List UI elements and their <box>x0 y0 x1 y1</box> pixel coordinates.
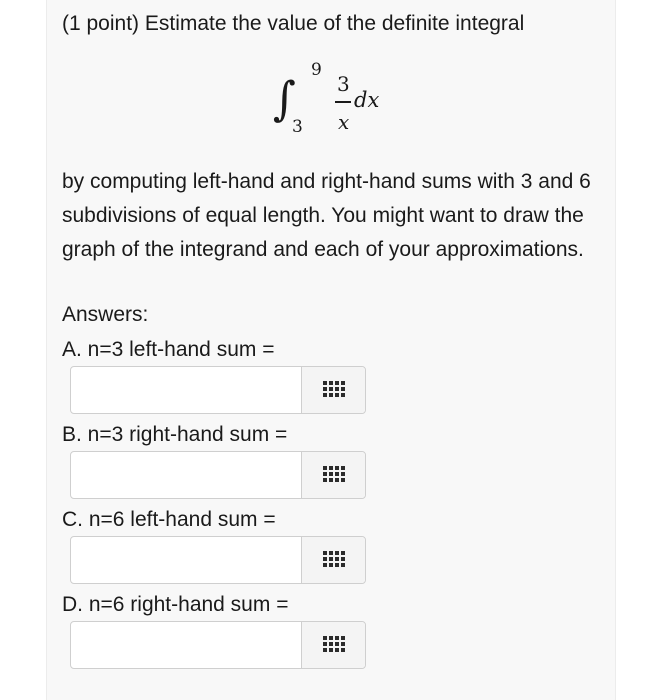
answer-d-field <box>70 621 366 669</box>
answers-label: Answers: <box>62 303 149 326</box>
grid-icon <box>323 636 345 654</box>
integral-lower-limit: 3 <box>292 117 303 137</box>
answer-b-label: B. n=3 right-hand sum = <box>62 423 288 446</box>
grid-icon <box>323 551 345 569</box>
answer-d-input[interactable] <box>71 622 301 668</box>
question-body: by computing left-hand and right-hand sums with 3 and 6 subdivisions of equal length. You might want to draw the graph of the integrand and each of your approximations. <box>62 170 591 261</box>
answer-c-input[interactable] <box>71 537 301 583</box>
grid-icon <box>323 381 345 399</box>
answer-c-label: C. n=6 left-hand sum = <box>62 508 276 531</box>
question-title: (1 point) Estimate the value of the definite integral <box>62 12 525 35</box>
answer-a-palette-button[interactable] <box>301 367 365 413</box>
fraction-denominator: x <box>338 110 350 134</box>
integral-sign: ∫ <box>273 72 296 127</box>
fraction-numerator: 3 <box>337 72 350 96</box>
answer-a-label: A. n=3 left-hand sum = <box>62 338 275 361</box>
answer-c-palette-button[interactable] <box>301 537 365 583</box>
answer-b-input[interactable] <box>71 452 301 498</box>
answer-b-field <box>70 451 366 499</box>
grid-icon <box>323 466 345 484</box>
answer-a-field <box>70 366 366 414</box>
answer-b-palette-button[interactable] <box>301 452 365 498</box>
differential: dx <box>354 88 380 112</box>
answer-d-palette-button[interactable] <box>301 622 365 668</box>
integral-expression <box>0 0 664 150</box>
answer-a-input[interactable] <box>71 367 301 413</box>
fraction-bar <box>335 101 351 103</box>
integral-upper-limit: 9 <box>311 60 322 80</box>
answer-d-label: D. n=6 right-hand sum = <box>62 593 289 616</box>
answer-c-field <box>70 536 366 584</box>
